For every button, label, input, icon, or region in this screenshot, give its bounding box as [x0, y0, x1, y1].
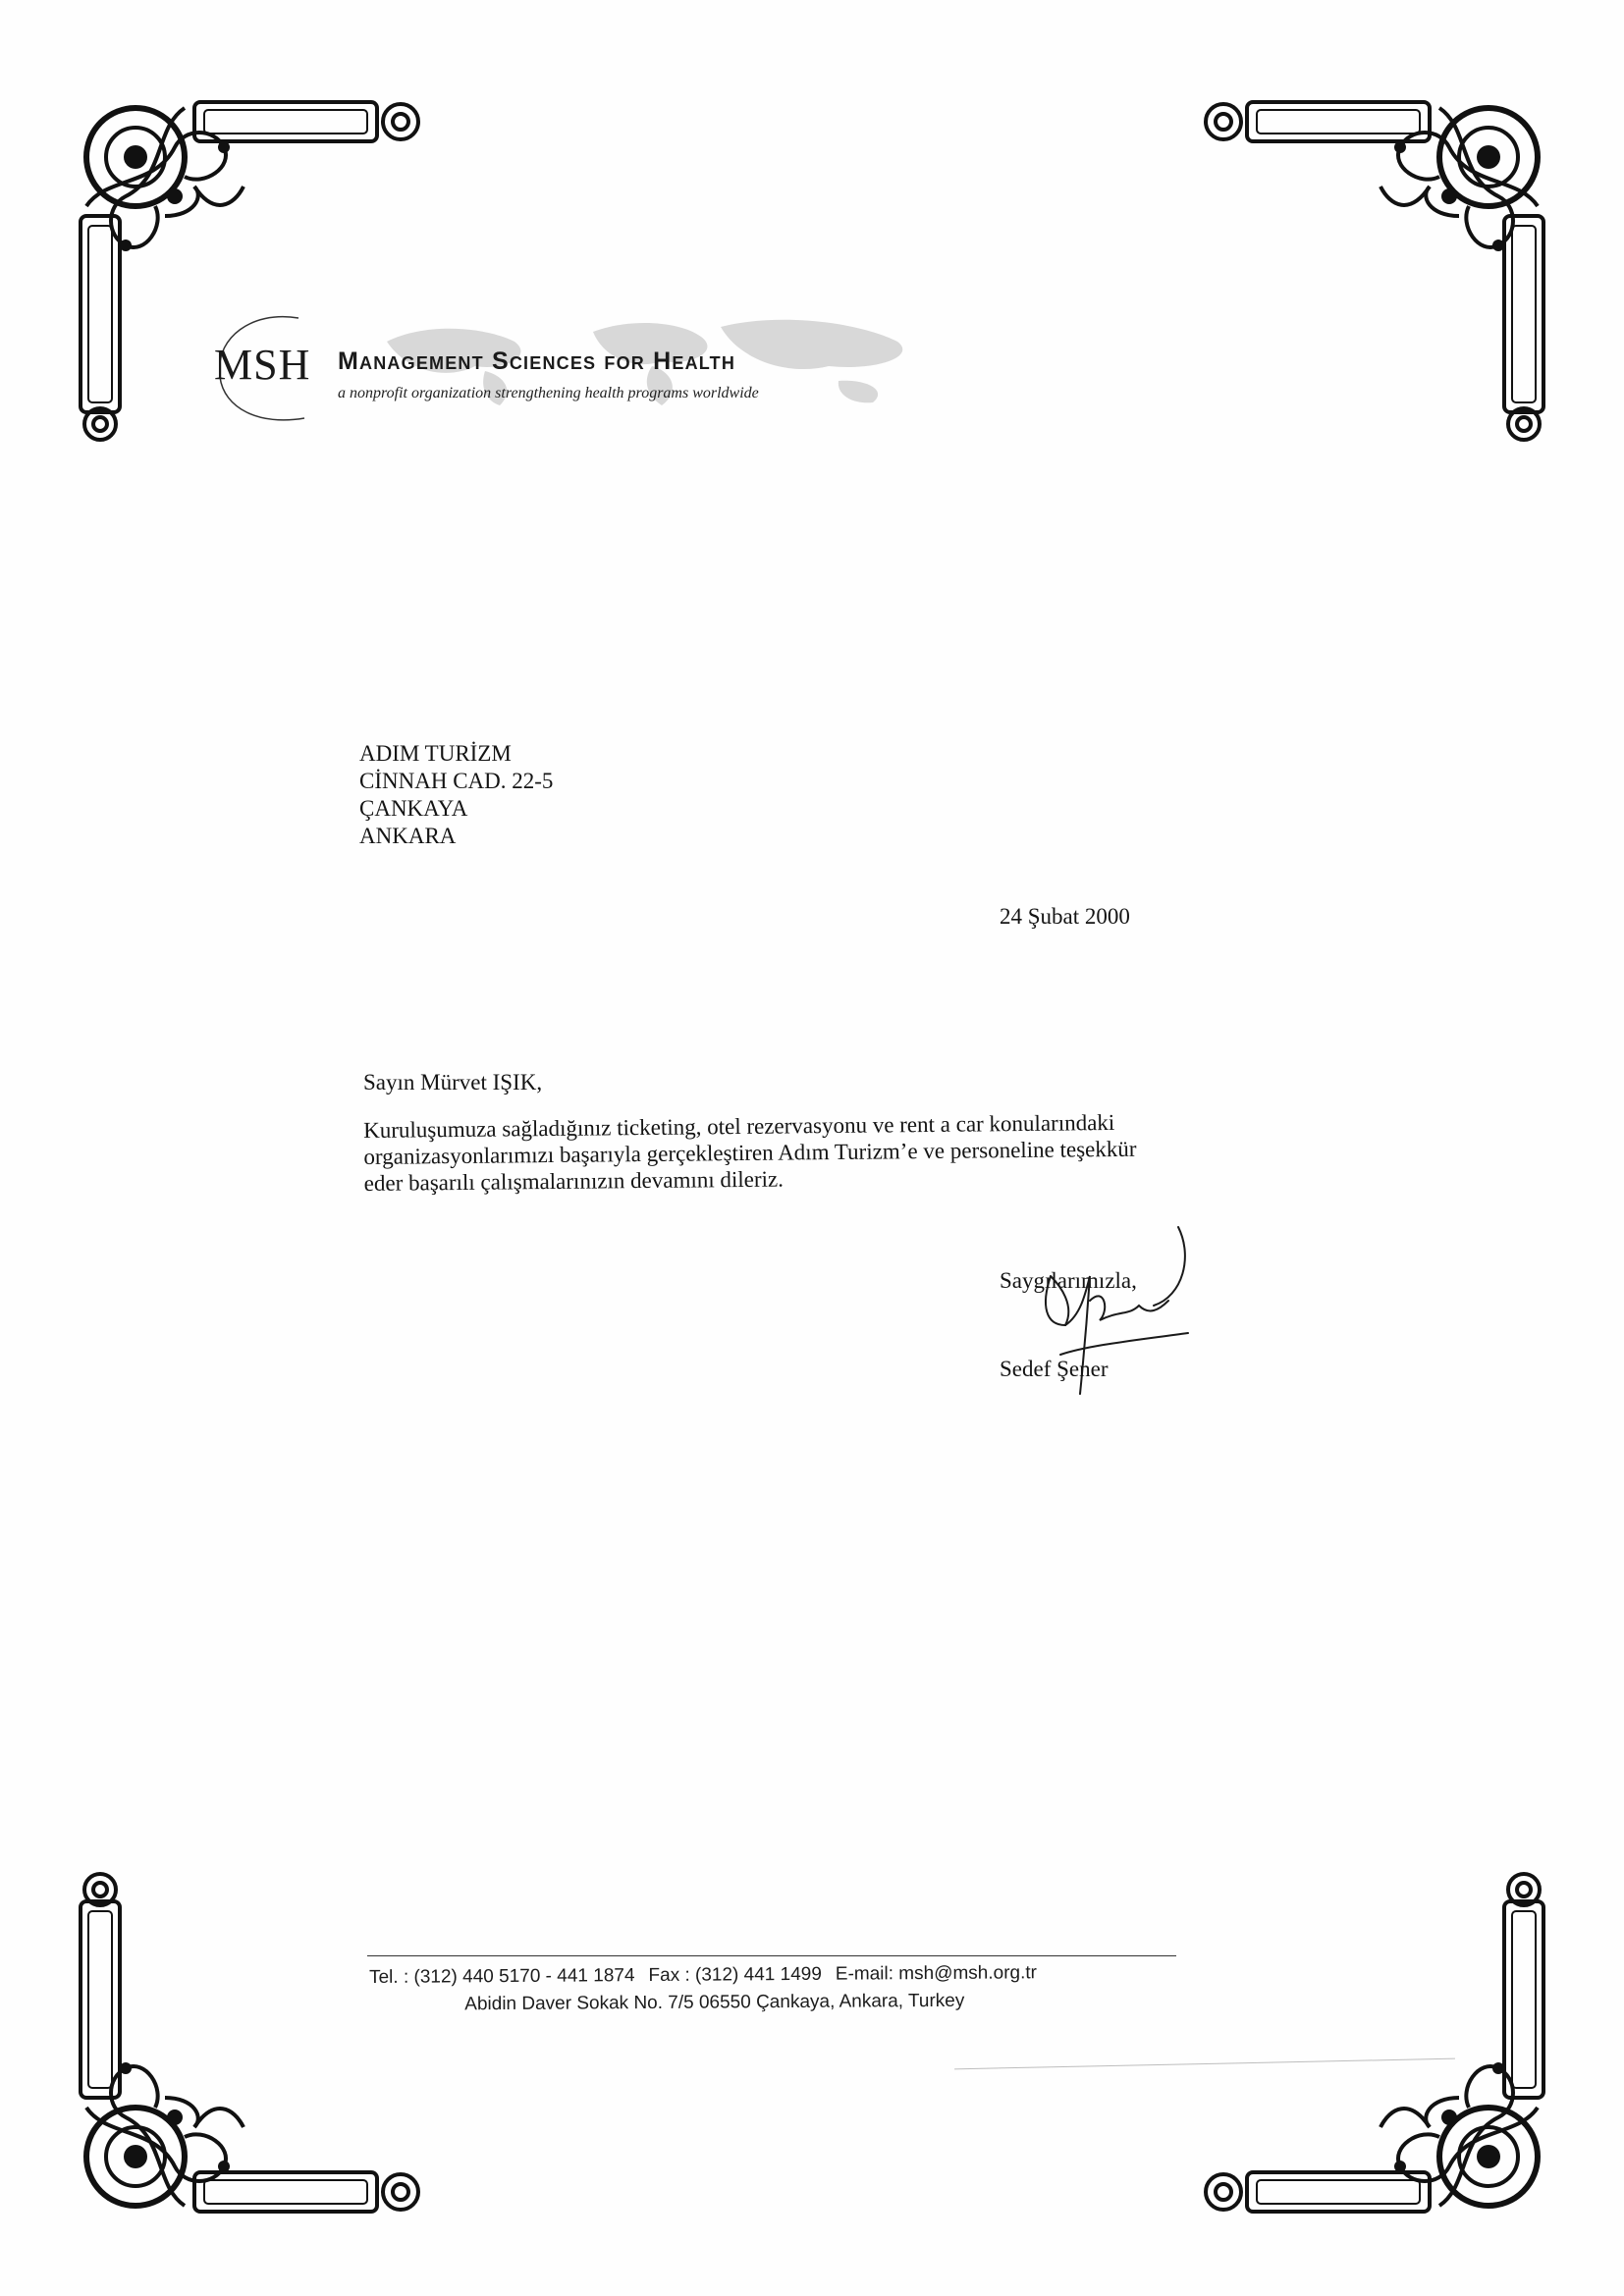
logo-mark: MSH	[214, 341, 311, 389]
body-line: organizasyonlarımızı başarıyla gerçekleştiren Adım Turizm’e ve personeline teşekkür	[363, 1136, 1137, 1169]
ornament-corner-top-right	[1184, 88, 1557, 442]
signer-name: Sedef Şener	[1000, 1357, 1109, 1381]
address-line: ADIM TURİZM	[359, 741, 512, 766]
salutation: Sayın Mürvet IŞIK,	[363, 1070, 543, 1095]
address-line: CİNNAH CAD. 22-5	[359, 769, 554, 793]
body-line: Kuruluşumuza sağladığınız ticketing, otel rezervasyonu ve rent a car konularındaki	[363, 1109, 1115, 1143]
footer-tel: Tel. : (312) 440 5170 - 441 1874	[369, 1965, 635, 1988]
organization-name: Management Sciences for Health	[338, 347, 736, 375]
address-line: ANKARA	[359, 824, 457, 848]
letter-body	[363, 1107, 1307, 1197]
footer-email: E-mail: msh@msh.org.tr	[835, 1962, 1038, 1985]
ornament-corner-graphic	[67, 1872, 440, 2225]
organization-tagline: a nonprofit organization strengthening health programs worldwide	[338, 385, 759, 401]
address-line: ÇANKAYA	[359, 796, 468, 821]
closing: Saygılarımızla,	[1000, 1268, 1137, 1293]
letterhead-logo	[210, 310, 937, 428]
footer-contact	[369, 1962, 1037, 2016]
ornament-corner-graphic	[1184, 1872, 1557, 2225]
ornament-corner-graphic	[1184, 88, 1557, 442]
recipient-address	[359, 740, 553, 850]
footer-fax: Fax : (312) 441 1499	[648, 1963, 822, 1987]
ornament-corner-bottom-right	[1184, 1872, 1557, 2225]
letter-date: 24 Şubat 2000	[1000, 904, 1130, 929]
handwritten-signature	[992, 1217, 1208, 1414]
ornament-corner-bottom-left	[67, 1872, 440, 2225]
footer-address: Abidin Daver Sokak No. 7/5 06550 Çankaya, Ankara, Turkey	[464, 1990, 965, 2015]
footer-divider	[367, 1955, 1176, 1956]
body-line: eder başarılı çalışmalarınızın devamını dileriz.	[363, 1166, 785, 1196]
